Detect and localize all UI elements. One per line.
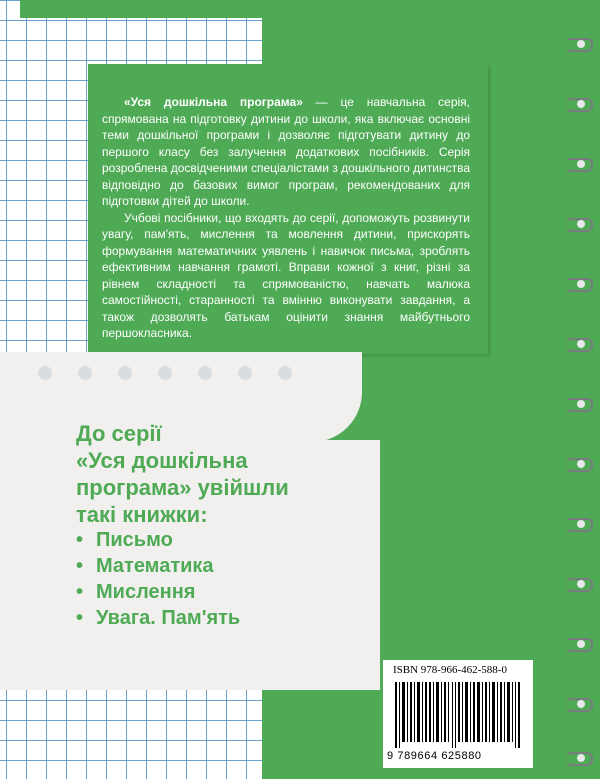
description-paragraph-2: Учбові посібники, що входять до серії, допоможуть розвинути увагу, пам'ять, мислення та мовлення дитини, прискорять формування математичних уявлень і навичок письма, зроблять ефективним навчання грамоті. Вправи кожної з книг, різні за рівнем складності та спрямованістю, навчать малюка самостійності, старанності та вмінню виконувати завдання, а також дозволять батькам оцінити знання майбутнього першокласника. — [102, 210, 470, 340]
book-list-item: • Математика — [76, 553, 240, 579]
series-heading-line-4: такі книжки: — [76, 502, 208, 527]
barcode-icon — [395, 682, 521, 748]
spiral-ring-icon — [565, 278, 591, 290]
spiral-ring-icon — [565, 158, 591, 170]
green-top-strip — [20, 0, 262, 18]
isbn-number: ISBN 978-966-462-588-0 — [393, 664, 507, 676]
punch-hole-icon — [278, 366, 292, 380]
spiral-ring-icon — [565, 698, 591, 710]
punch-hole-icon — [78, 366, 92, 380]
series-heading — [76, 420, 289, 528]
spiral-ring-icon — [565, 218, 591, 230]
series-heading-line-3: програма» увійшли — [76, 475, 289, 500]
spiral-ring-icon — [565, 458, 591, 470]
punch-hole-icon — [238, 366, 252, 380]
book-list-item: • Мислення — [76, 579, 240, 605]
spiral-ring-icon — [565, 338, 591, 350]
punch-hole-icon — [38, 366, 52, 380]
barcode-number: 9 789664 625880 — [387, 750, 482, 762]
series-heading-line-1: До серії — [76, 421, 162, 446]
spiral-ring-icon — [565, 38, 591, 50]
spiral-ring-icon — [565, 518, 591, 530]
description-paragraph-1-text: — це навчальна серія, спрямована на підготовку дитини до школи, яка включає основні теми дошкільної програми і дозволяє підготувати дитину до першого класу без залучення додаткових посібників. Серія розроблена досвідченими спеціалістами з дошкільного дитинства відповідно до базових вимог програм, рекомендованих для підготовки дітей до школи. — [102, 95, 471, 208]
book-list-item: • Письмо — [76, 527, 240, 553]
book-list-item: • Увага. Пам'ять — [76, 605, 240, 631]
spiral-ring-icon — [565, 638, 591, 650]
description-paragraph-1 — [88, 64, 488, 210]
notebook-sheet-tab — [300, 440, 380, 690]
punch-hole-icon — [158, 366, 172, 380]
series-heading-line-2: «Уся дошкільна — [76, 448, 248, 473]
spiral-ring-icon — [565, 578, 591, 590]
series-title-lead: «Уся дошкільна програма» — [124, 95, 303, 109]
series-description-block — [88, 64, 488, 354]
spiral-ring-icon — [565, 98, 591, 110]
book-list — [76, 527, 240, 631]
barcode-box — [383, 660, 533, 768]
punch-hole-icon — [118, 366, 132, 380]
spiral-ring-icon — [565, 752, 591, 764]
spiral-ring-icon — [565, 398, 591, 410]
punch-hole-icon — [198, 366, 212, 380]
